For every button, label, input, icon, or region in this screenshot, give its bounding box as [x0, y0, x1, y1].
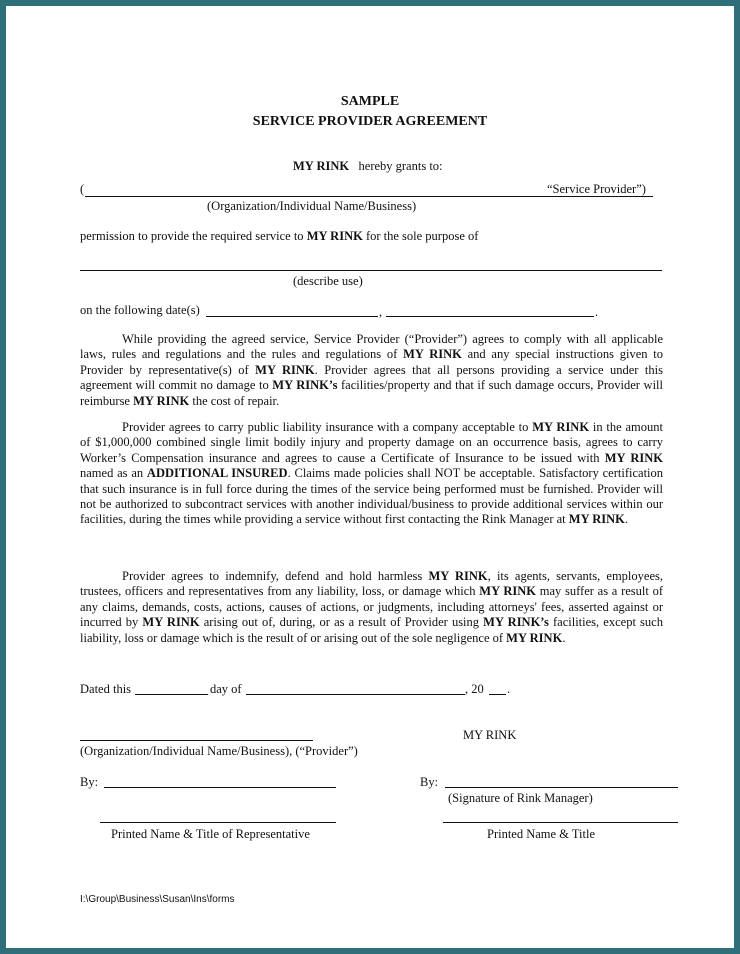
grant-text: hereby grants to: — [358, 159, 443, 173]
grant-rink: MY RINK — [293, 159, 350, 173]
permission-rink: MY RINK — [306, 229, 363, 243]
service-provider-label: “Service Provider”) — [547, 182, 646, 196]
dated-period: . — [507, 682, 511, 696]
dates-label: on the following date(s) — [80, 303, 200, 317]
printed-right-line — [443, 822, 678, 823]
dates-period: . — [595, 305, 599, 319]
footer-path: I:\Group\Business\Susan\Ins\forms — [80, 894, 235, 905]
printed-left-caption: Printed Name & Title of Representative — [111, 827, 310, 841]
day-of-label: day of — [210, 682, 242, 696]
dated-day-line — [135, 694, 208, 695]
by-right-line — [445, 787, 678, 788]
title-agreement: SERVICE PROVIDER AGREEMENT — [252, 114, 488, 129]
describe-caption: (describe use) — [293, 274, 363, 288]
by-left-line — [104, 787, 336, 788]
permission-line — [80, 229, 478, 244]
dated-label: Dated this — [80, 682, 132, 696]
paragraph-insurance: Provider agrees to carry public liability insurance with a company acceptable to MY RINK in the amount of $1,000,000 combined single limit bodily injury and property damage on an occurrence basis, agrees to carry Worker’s Compensation insurance and agrees to cause a Certificate of Insurance to be issued with MY RINK named as an ADDITIONAL INSURED. Claims made policies shall NOT be acceptable. Satisfactory certification that such insurance is in full force during the times of the service being performed must be furnished. Provider will not be authorized to subcontract services with another individual/business to provide additional services within our facilities, during the times while providing a service without first contacting the Rink Manager at MY RINK. — [80, 420, 664, 527]
document-page — [6, 6, 734, 948]
open-paren: ( — [80, 182, 85, 196]
title-sample: SAMPLE — [340, 94, 400, 109]
grant-line — [293, 159, 443, 174]
provider-name-signature-line — [80, 740, 313, 741]
provider-caption: (Organization/Individual Name/Business), (“Provider”) — [80, 744, 358, 758]
paragraph-indemnify: Provider agrees to indemnify, defend and hold harmless MY RINK, its agents, servants, employees, trustees, officers and representatives from any liability, loss, or damage which MY RINK may suffer as a result of any claims, demands, costs, actions, causes of actions, or judgments, including attorneys' fees, asserted against or incurred by MY RINK arising out of, during, or as a result of Provider using MY RINK’s facilities, except such liability, loss or damage which is the result of or arising out of the sole negligence of MY RINK. — [80, 569, 663, 645]
manager-signature-caption: (Signature of Rink Manager) — [448, 791, 593, 805]
by-right-label: By: — [420, 775, 439, 789]
year-label: , 20 — [465, 682, 484, 696]
printed-left-line — [100, 822, 336, 823]
dated-year-line — [489, 694, 506, 695]
org-caption: (Organization/Individual Name/Business) — [207, 199, 417, 213]
date-line-1 — [206, 316, 378, 317]
printed-right-caption: Printed Name & Title — [487, 827, 595, 841]
dated-month-line — [246, 694, 465, 695]
date-line-2 — [386, 316, 594, 317]
dates-comma: , — [379, 305, 383, 319]
describe-use-line — [80, 270, 662, 271]
permission-suffix: for the sole purpose of — [362, 229, 479, 243]
rink-signature-label: MY RINK — [463, 728, 517, 742]
permission-prefix: permission to provide the required service to — [80, 229, 307, 243]
by-left-label: By: — [80, 775, 99, 789]
paragraph-compliance: While providing the agreed service, Service Provider (“Provider”) agrees to comply with all applicable laws, rules and regulations and the rules and regulations of MY RINK and any special instructions given to Provider by representative(s) of MY RINK. Provider agrees that all persons providing a service under this agreement will commit no damage to MY RINK’s facilities/property and that if such damage occurs, Provider will reimburse MY RINK the cost of repair. — [80, 332, 663, 408]
